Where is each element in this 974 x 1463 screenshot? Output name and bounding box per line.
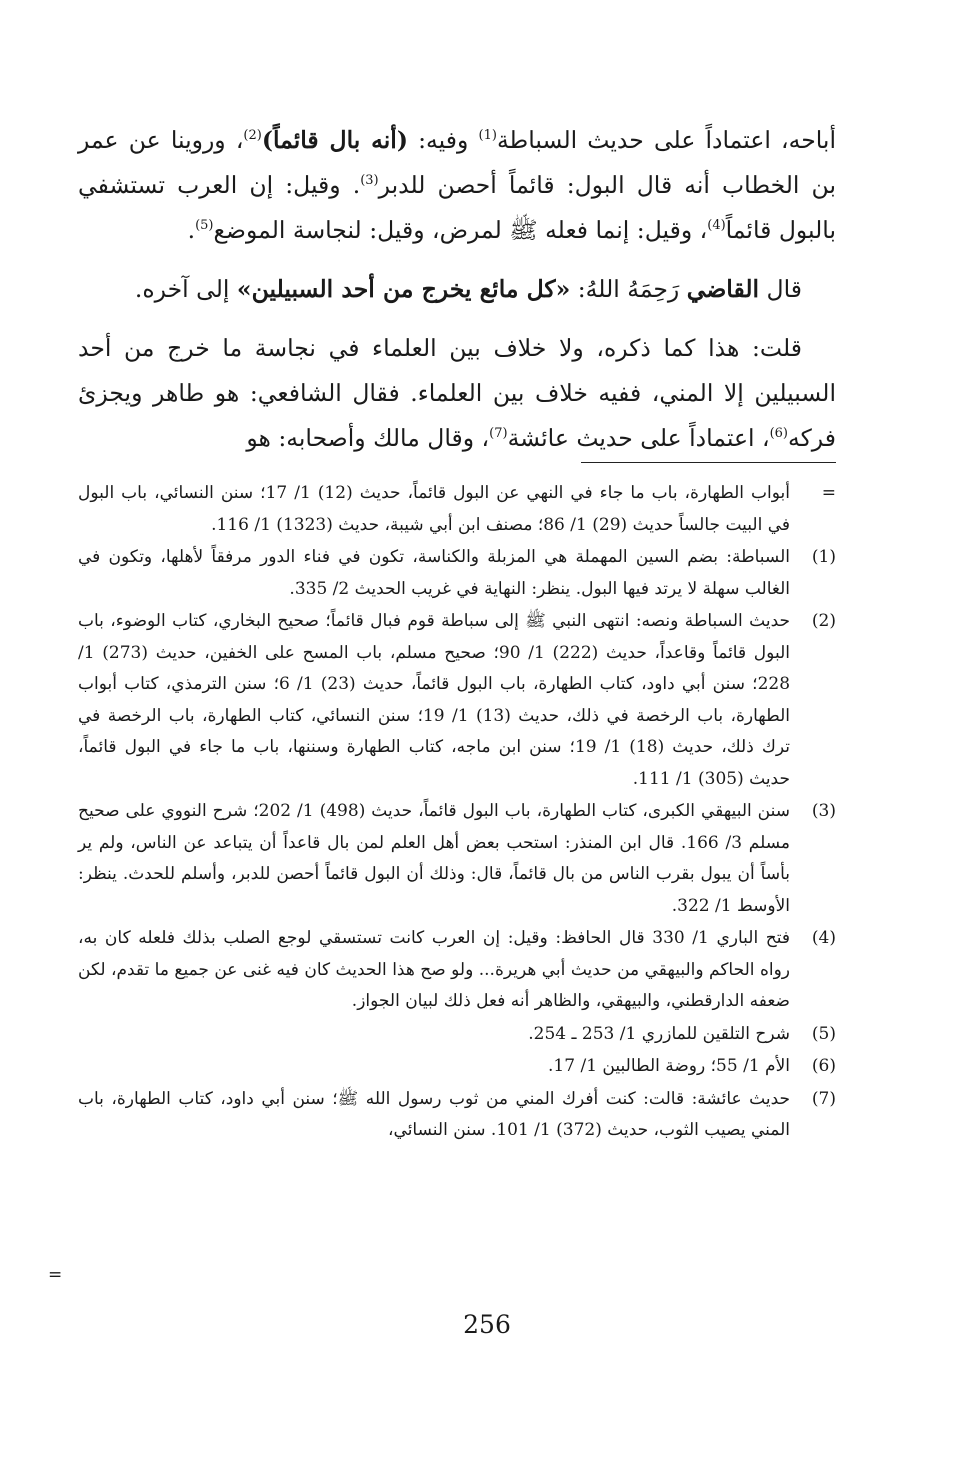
page-number: 256 [463, 1310, 511, 1339]
matn-quote: «كل مائع يخرج من أحد السبيلين» [236, 275, 571, 303]
text-run: قال [759, 275, 802, 303]
text-run: ، وقيل: إنما فعله ﷺ لمرض، وقيل: لنجاسة الموضع [213, 216, 708, 244]
footnote-ref-6[interactable]: (6) [769, 426, 788, 442]
hadith-quote: (أنه بال قائماً) [261, 126, 408, 154]
speaker-name: القاضي [686, 275, 760, 303]
footnote-number: (5) [811, 1023, 836, 1044]
footnote-text: الأم 1/ 55؛ روضة الطالبين 1/ 17. [548, 1056, 790, 1076]
footnote-5 [78, 1019, 836, 1051]
footnote-3 [78, 796, 836, 922]
footnotes [78, 478, 836, 1148]
footnote-text: حديث عائشة: قالت: كنت أفرك المني من ثوب رسول الله ﷺ؛ سنن أبي داود، كتاب الطهارة، باب المني يصيب الثوب، حديث (372) 1/ 101. سنن النسائي، [78, 1088, 790, 1140]
footnote-text: حديث السباطة ونصه: انتهى النبي ﷺ إلى سباطة قوم فبال قائماً؛ صحيح البخاري، كتاب الوضوء، باب البول قائماً وقاعداً، حديث (222) 1/ 90؛ صحيح مسلم، باب المسح على الخفين، حديث (273) 1/ 228؛ سنن أبي داود، كتاب الطهارة، باب البول قائماً، حديث (23) 1/ 6؛ سنن الترمذي، كتاب أبواب الطهارة، باب الرخصة في ذلك، حديث (13) 1/ 19؛ سنن النسائي، كتاب الطهارة، باب الرخصة في ترك ذلك، حديث (18) 1/ 19؛ سنن ابن ماجه، كتاب الطهارة وسننها، باب ما جاء في البول قائماً، حديث (305) 1/ 111. [78, 611, 791, 789]
text-run: ، وقال مالك وأصحابه: هو [246, 424, 490, 452]
text-run: إلى آخره. [134, 275, 237, 303]
footnote-number: (4) [811, 928, 836, 948]
footnote-1 [78, 542, 836, 605]
text-run: . وقيل: إن العرب تستشفي بالبول قائماً [78, 171, 836, 244]
footnote-number: (2) [811, 611, 836, 631]
paragraph-3 [78, 326, 836, 461]
paragraph-2 [78, 267, 836, 312]
footnote-text: فتح الباري 1/ 330 قال الحافظ: وقيل: إن العرب كانت تستسقي لوجع الصلب بذلك فلعله كان به، رواه الحاكم والبيهقي من حديث أبي هريرة... ولو صح هذا الحديث كان فيه غنى عن جميع ما تقدم، لكن ضعفه الدارقطني، والبيهقي، والظاهر أنه فعل ذلك لبيان الجواز. [78, 928, 790, 1011]
footnote-number: (7) [811, 1088, 836, 1109]
main-text [78, 118, 836, 461]
footnote-ref-7[interactable]: (7) [489, 426, 508, 442]
footnote-continued [78, 478, 836, 541]
text-run: . [187, 216, 196, 244]
text-run: ، وروينا عن عمر بن الخطاب أنه قال البول: قائماً أحصن للدبر [78, 126, 836, 199]
footnote-number: (6) [811, 1056, 836, 1076]
footnote-ref-4[interactable]: (4) [707, 218, 726, 234]
footnote-separator [581, 462, 836, 463]
footnote-number: = [821, 483, 836, 503]
text-run: أباحه، اعتماداً على حديث السباطة [496, 126, 836, 154]
footnote-4 [78, 923, 836, 1018]
footnote-6 [78, 1051, 836, 1083]
text-run: وفيه: [407, 126, 479, 154]
footnote-text: سنن البيهقي الكبرى، كتاب الطهارة، باب البول قائماً، حديث (498) 1/ 202؛ شرح النووي على صحيح مسلم 3/ 166. قال ابن المنذر: استحب بعض أهل العلم لمن بال قاعداً أن يتباعد عن الناس، ولم ير بأساً أن يبول بقرب الناس من بال قائماً، قال: وذلك أن البول قائماً أحصن للدبر، وأسلم للحدث. ينظر: الأوسط 1/ 322. [78, 801, 791, 916]
footnote-ref-1[interactable]: (1) [478, 128, 497, 144]
footnote-text: أبواب الطهارة، باب ما جاء في النهي عن البول قائماً، حديث (12) 1/ 17؛ سنن النسائي، باب البول في البيت جالساً حديث (29) 1/ 86؛ مصنف ابن أبي شيبة، حديث (1323) 1/ 116. [78, 483, 790, 535]
honorific: رَحِمَهُ اللهُ: [570, 275, 687, 303]
continuation-mark: = [48, 1265, 63, 1285]
footnote-text: شرح التلقين للمازري 1/ 253 ـ 254. [528, 1023, 790, 1044]
text-run: قلت: هذا كما ذكره، ولا خلاف بين العلماء في نجاسة ما خرج من أحد السبيلين إلا المني، ففيه خلاف بين العلماء. فقال الشافعي: هو طاهر ويجزئ فركه [78, 334, 836, 452]
footnote-ref-3[interactable]: (3) [360, 173, 379, 189]
footnote-number: (3) [811, 801, 836, 821]
footnote-ref-2[interactable]: (2) [243, 128, 262, 144]
footnote-ref-5[interactable]: (5) [195, 218, 214, 234]
footnote-text: السباطة: بضم السين المهملة هي المزبلة والكناسة، تكون في فناء الدور مرفقاً لأهلها، وتكون في الغالب سهلة لا يرتد فيها البول. ينظر: النهاية في غريب الحديث 2/ 335. [78, 547, 790, 599]
footnote-7 [78, 1084, 836, 1147]
paragraph-1 [78, 118, 836, 253]
text-run: ، اعتماداً على حديث عائشة [507, 424, 770, 452]
footnote-number: (1) [811, 547, 836, 567]
footnote-2 [78, 606, 836, 795]
